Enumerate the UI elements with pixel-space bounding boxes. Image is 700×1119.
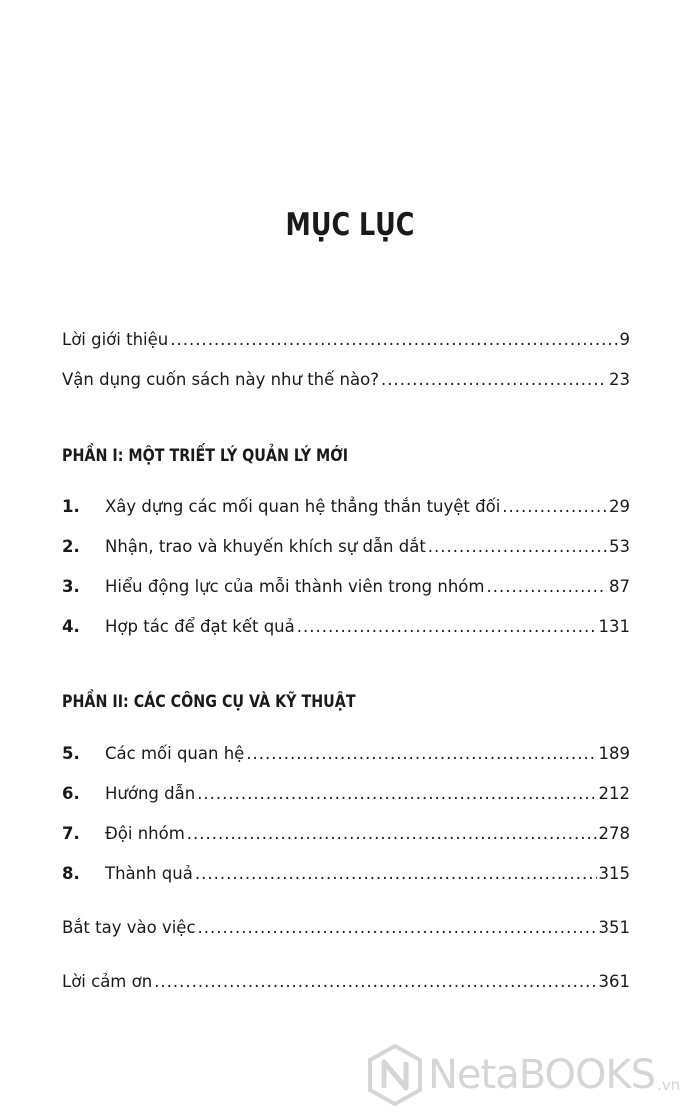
toc-entry-label: Hướng dẫn	[105, 784, 196, 803]
toc-chapter-6[interactable]	[62, 784, 630, 808]
part-heading-2: PHẦN II: CÁC CÔNG CỤ VÀ KỸ THUẬT	[62, 692, 356, 712]
toc-entry-page: 87	[609, 577, 630, 596]
dot-leader	[502, 497, 607, 516]
toc-entry-page: 9	[619, 330, 630, 349]
toc-entry-label: Các mối quan hệ	[105, 744, 245, 763]
toc-entry-label: Lời cảm ơn	[62, 972, 153, 991]
toc-entry-page: 189	[598, 744, 630, 763]
chapter-number: 4.	[62, 617, 80, 636]
neta-logo-icon	[368, 1044, 422, 1106]
toc-entry-page: 131	[598, 617, 630, 636]
toc-entry-label: Hợp tác để đạt kết quả	[105, 617, 295, 636]
toc-entry-label: Hiểu động lực của mỗi thành viên trong nhóm	[105, 577, 485, 596]
toc-entry-label: Nhận, trao và khuyến khích sự dẫn dắt	[105, 537, 426, 556]
toc-entry-page: 351	[598, 918, 630, 937]
toc-entry-page: 315	[598, 864, 630, 883]
toc-entry-acknowledgements[interactable]	[62, 972, 630, 996]
toc-entry-label: Đội nhóm	[105, 824, 185, 843]
dot-leader	[170, 330, 617, 349]
chapter-number: 8.	[62, 864, 80, 883]
toc-entry-label: Bắt tay vào việc	[62, 918, 196, 937]
dot-leader	[246, 744, 596, 763]
part-heading-1: PHẦN I: MỘT TRIẾT LÝ QUẢN LÝ MỚI	[62, 446, 349, 466]
dot-leader	[154, 972, 596, 991]
chapter-number: 2.	[62, 537, 80, 556]
toc-chapter-3[interactable]	[62, 577, 630, 601]
toc-entry-how-to-use[interactable]	[62, 370, 630, 394]
chapter-number: 7.	[62, 824, 80, 843]
chapter-number: 3.	[62, 577, 80, 596]
toc-chapter-2[interactable]	[62, 537, 630, 561]
toc-entry-intro[interactable]	[62, 330, 630, 354]
watermark-brand: NetaBOOKS	[428, 1052, 656, 1098]
toc-chapter-4[interactable]	[62, 617, 630, 641]
dot-leader	[197, 784, 596, 803]
chapter-number: 5.	[62, 744, 80, 763]
dot-leader	[198, 918, 597, 937]
chapter-number: 6.	[62, 784, 80, 803]
toc-entry-page: 278	[598, 824, 630, 843]
toc-chapter-5[interactable]	[62, 744, 630, 768]
dot-leader	[486, 577, 607, 596]
toc-entry-label: Thành quả	[105, 864, 193, 883]
toc-entry-label: Vận dụng cuốn sách này như thế nào?	[62, 370, 379, 389]
toc-entry-page: 212	[598, 784, 630, 803]
toc-chapter-1[interactable]	[62, 497, 630, 521]
page-title: MỤC LỤC	[285, 206, 415, 243]
watermark-tld: .vn	[657, 1076, 681, 1094]
dot-leader	[195, 864, 597, 883]
toc-entry-page: 53	[609, 537, 630, 556]
toc-entry-page: 29	[609, 497, 630, 516]
toc-entry-page: 23	[609, 370, 630, 389]
toc-entry-label: Xây dựng các mối quan hệ thẳng thắn tuyệt đối	[105, 497, 501, 516]
toc-entry-page: 361	[598, 972, 630, 991]
toc-entry-label: Lời giới thiệu	[62, 330, 169, 349]
chapter-number: 1.	[62, 497, 80, 516]
toc-entry-get-started[interactable]	[62, 918, 630, 942]
toc-chapter-8[interactable]	[62, 864, 630, 888]
dot-leader	[297, 617, 597, 636]
dot-leader	[428, 537, 607, 556]
toc-chapter-7[interactable]	[62, 824, 630, 848]
dot-leader	[187, 824, 597, 843]
watermark	[368, 1044, 680, 1106]
dot-leader	[381, 370, 607, 389]
